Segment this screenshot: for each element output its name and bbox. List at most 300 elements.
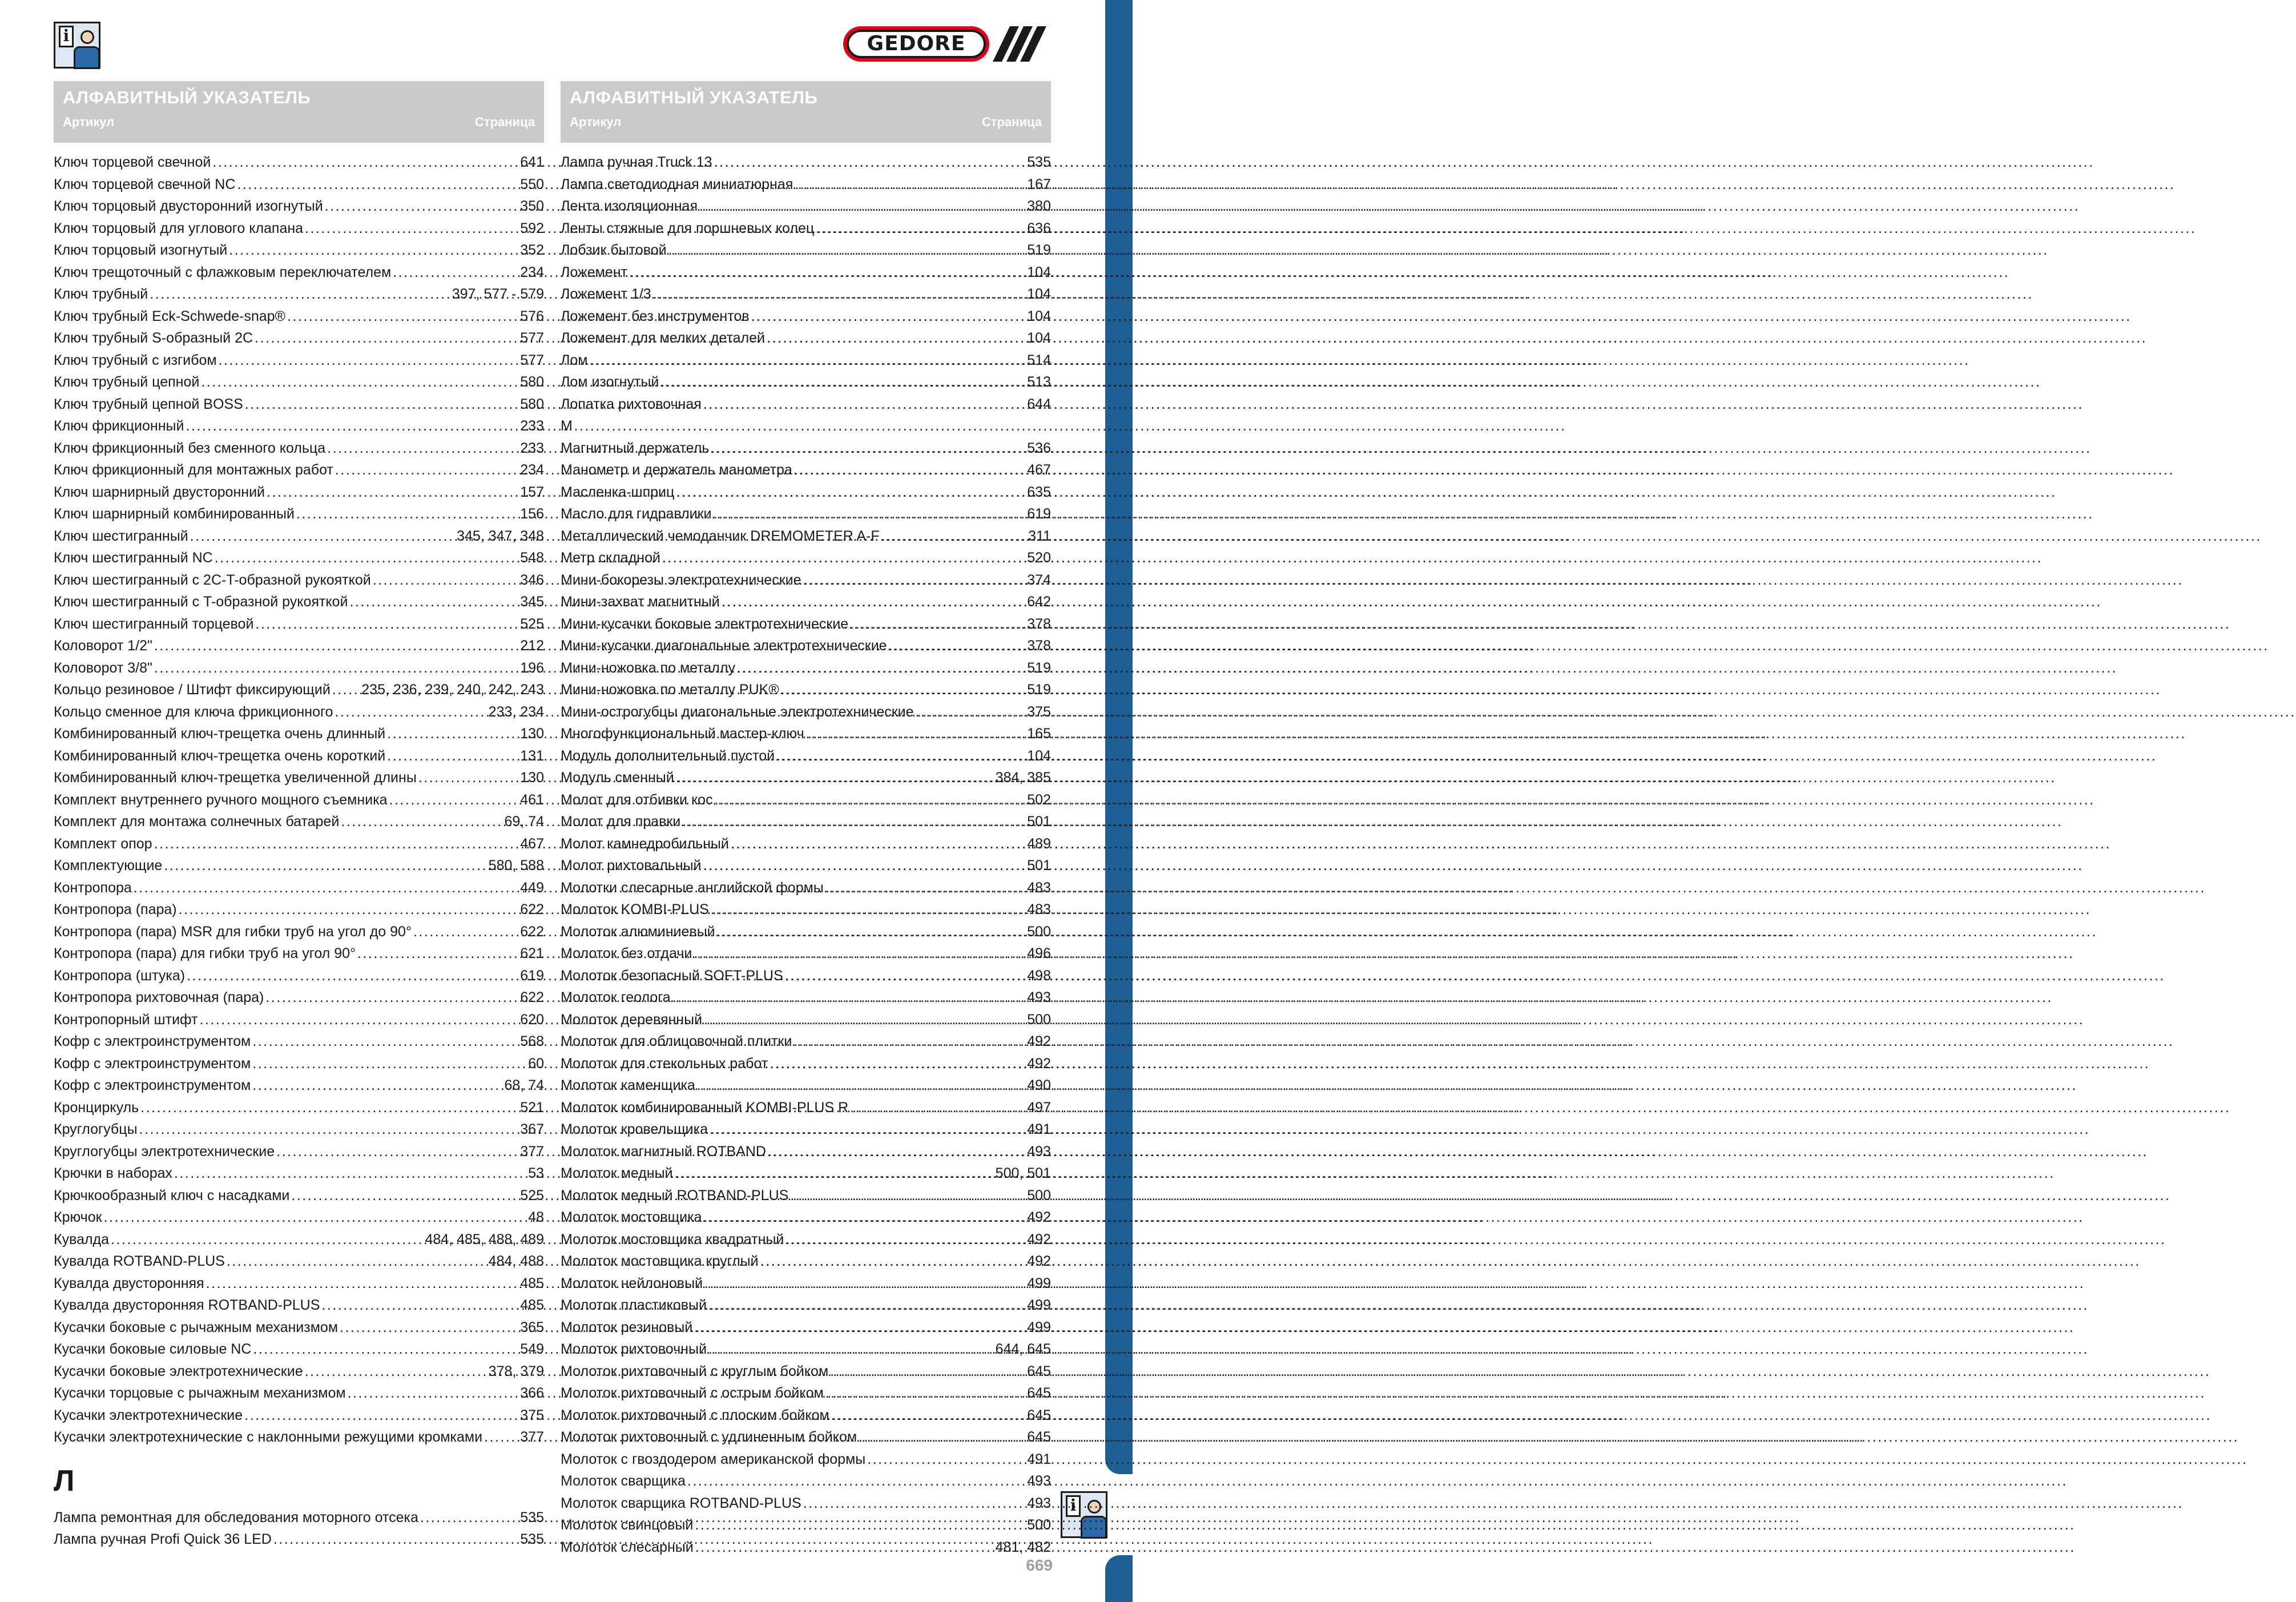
entry-name: Ключ шестигранный NC (54, 550, 213, 566)
index-entry (561, 1031, 1051, 1053)
entry-page: 378 (1027, 638, 1051, 654)
entry-dot-leader (794, 459, 1025, 481)
index-entry (54, 767, 544, 789)
entry-dot-leader (357, 943, 518, 965)
index-entry (561, 1404, 1051, 1427)
entry-name: Молоток мостовщика квадратный (561, 1231, 784, 1247)
entry-dot-leader (387, 745, 518, 767)
entry-name: Молоток нейлоновый (561, 1275, 703, 1291)
index-entry (561, 1273, 1051, 1295)
entry-dot-leader (682, 811, 1025, 833)
entry-page: 493 (1027, 1495, 1051, 1511)
entry-name: Ключ шарнирный двусторонний (54, 484, 265, 500)
entry-name: Кусачки электротехнические с наклонными режущими кромками (54, 1429, 483, 1445)
entry-name: Контропора рихтовочная (пара) (54, 989, 264, 1005)
entry-name: Молоток с гвоздодером американской формы (561, 1451, 866, 1467)
index-entry (561, 481, 1051, 504)
entry-dot-leader (704, 1206, 1026, 1229)
index-title: АЛФАВИТНЫЙ УКАЗАТЕЛЬ (63, 87, 311, 107)
entry-name: Молот для отбивки кос (561, 791, 713, 808)
entry-dot-leader (190, 525, 455, 548)
entry-name: Кофр с электроинструментом (54, 1033, 251, 1049)
index-entry (561, 723, 1051, 745)
index-entry (54, 679, 544, 701)
index-entry (54, 965, 544, 987)
entry-dot-leader (305, 1361, 487, 1383)
entry-page: 499 (1027, 1297, 1051, 1313)
entry-name: Контропора (пара) (54, 901, 177, 917)
entry-name: Кувалда двусторонняя ROTBAND-PLUS (54, 1297, 320, 1313)
index-entry (54, 1053, 544, 1075)
entry-name: Кольцо резиновое / Штифт фиксирующий (54, 682, 331, 698)
index-entry (561, 1514, 1051, 1536)
index-entry (561, 239, 1051, 261)
entry-dot-leader (255, 613, 518, 635)
entry-name: Молоток сварщика (561, 1473, 686, 1489)
entry-page: 577 (520, 330, 544, 346)
entry-name: Молоток алюминиевый (561, 923, 715, 940)
entry-dot-leader (267, 481, 518, 504)
entry-name: Ключ шестигранный с 2C-T-образной рукояткой (54, 571, 371, 588)
index-entry (561, 459, 1051, 481)
brand-stripes-icon (985, 26, 1048, 62)
index-entry (54, 1294, 544, 1317)
index-entry (54, 855, 544, 877)
index-entry (54, 1361, 544, 1383)
entry-page: 375 (520, 1407, 544, 1423)
entry-name: Модуль сменный (561, 770, 674, 786)
entry-page: 493 (1027, 1143, 1051, 1160)
index-entry (561, 1229, 1051, 1251)
entry-page: 577 (520, 352, 544, 368)
entry-page: 212 (520, 638, 544, 654)
entry-dot-leader (420, 1507, 518, 1529)
entry-dot-leader (714, 503, 1026, 525)
index-entry (561, 1206, 1051, 1229)
entry-dot-leader (335, 459, 518, 481)
index-entry (54, 174, 544, 196)
entry-page: 592 (520, 220, 544, 236)
entry-name: Молоток мостовщика (561, 1209, 702, 1225)
entry-name: Ключ торцовый изогнутый (54, 242, 228, 258)
entry-dot-leader (327, 437, 518, 460)
index-entry (54, 459, 544, 481)
entry-page: 104 (1027, 286, 1051, 302)
entry-dot-leader (722, 591, 1026, 613)
entry-dot-leader (179, 899, 519, 921)
index-entry (561, 921, 1051, 943)
index-entry (54, 371, 544, 393)
section-letter-heading: Л (54, 1464, 75, 1498)
entry-page: 622 (520, 901, 544, 917)
index-entry (561, 811, 1051, 833)
entry-list (561, 437, 1051, 1559)
entry-name: Молоток каменщика (561, 1077, 695, 1093)
entry-page: 519 (1027, 659, 1051, 676)
entry-dot-leader (662, 547, 1025, 569)
index-entry (54, 195, 544, 218)
index-entry (54, 1097, 544, 1119)
entry-dot-leader (219, 349, 519, 372)
entry-dot-leader (710, 1118, 1025, 1141)
index-entry (54, 1185, 544, 1207)
brand-name: GEDORE (867, 32, 966, 55)
index-entry (54, 591, 544, 613)
entry-dot-leader (253, 1338, 518, 1361)
entry-dot-leader (111, 1229, 423, 1251)
entry-page: 493 (1027, 989, 1051, 1005)
entry-dot-leader (332, 679, 360, 701)
index-entry (54, 151, 544, 174)
entry-dot-leader (276, 1141, 518, 1163)
entry-name: Молоток слесарный (561, 1539, 694, 1555)
column-page-label: Страница (474, 115, 535, 129)
entry-name: Ключ фрикционный (54, 418, 184, 434)
entry-name: Ключ трубный (54, 286, 148, 302)
index-entry (54, 987, 544, 1009)
entry-page: 514 (1027, 352, 1051, 368)
entry-dot-leader (795, 174, 1025, 196)
entry-dot-leader (418, 767, 518, 789)
entry-name: Кувалда ROTBAND-PLUS (54, 1253, 225, 1269)
entry-page: 130 (520, 770, 544, 786)
entry-page: 644 (1027, 396, 1051, 412)
entry-page: 525 (520, 1187, 544, 1203)
entry-name: Кусачки боковые силовые NC (54, 1341, 252, 1357)
entry-dot-leader (790, 1185, 1025, 1207)
entry-name: Кольцо сменное для ключа фрикционного (54, 703, 333, 720)
entry-name: Лом (561, 352, 588, 368)
entry-name: Мини-кусачки диагональные электротехнические (561, 638, 887, 654)
entry-name: Кувалда двусторонняя (54, 1275, 204, 1291)
entry-dot-leader (695, 1514, 1025, 1536)
entry-page: 501 (1027, 814, 1051, 830)
entry-page: 501 (1027, 858, 1051, 874)
entry-page: 520 (1027, 550, 1051, 566)
index-entry (561, 591, 1051, 613)
entry-name: Крючки в наборах (54, 1165, 173, 1181)
entry-name: Масло для гидравлики (561, 506, 712, 522)
index-entry (54, 503, 544, 525)
index-entry (561, 1448, 1051, 1471)
entry-page: 104 (1027, 308, 1051, 324)
entry-dot-leader (255, 327, 518, 349)
index-entry (561, 1185, 1051, 1207)
entry-name: Молоток рихтовочный с плоским бойком (561, 1407, 829, 1423)
entry-dot-leader (816, 218, 1025, 240)
entry-name: Молоток рихтовочный с острым бойком (561, 1385, 824, 1401)
entry-dot-leader (387, 723, 518, 745)
index-entry (54, 613, 544, 635)
entry-name: Мини-захват магнитный (561, 594, 720, 610)
entry-page: 374 (1027, 571, 1051, 588)
entry-name: Лопатка рихтовочная (561, 396, 702, 412)
entry-page: 500 (1027, 1011, 1051, 1028)
entry-dot-leader (206, 1273, 519, 1295)
index-entry (561, 547, 1051, 569)
entry-dot-leader (104, 1206, 527, 1229)
entry-dot-leader (672, 987, 1026, 1009)
entry-dot-leader (150, 283, 450, 305)
entry-page: 384, 385 (995, 770, 1051, 786)
entry-list (561, 151, 1051, 415)
entry-page: 645 (1027, 1385, 1051, 1401)
index-entry (561, 1317, 1051, 1339)
entry-page: 481, 482 (995, 1539, 1051, 1555)
entry-page: 491 (1027, 1451, 1051, 1467)
entry-name: Мини-кусачки боковые электротехнические (561, 615, 849, 632)
entry-name: Контропора (пара) для гибки труб на угол 90° (54, 945, 356, 961)
entry-page: 502 (1027, 791, 1051, 808)
index-entry (561, 877, 1051, 899)
entry-page: 492 (1027, 1209, 1051, 1225)
index-entry (54, 261, 544, 284)
entry-dot-leader (653, 283, 1026, 305)
entry-page: 513 (1027, 374, 1051, 390)
entry-dot-leader (708, 1338, 994, 1361)
index-entry (54, 1317, 544, 1339)
info-icon (54, 22, 100, 69)
entry-dot-leader (244, 1404, 518, 1427)
index-entry (54, 833, 544, 855)
info-icon-bottom: i (1061, 1491, 1107, 1538)
index-entry (54, 569, 544, 591)
entry-name: Ключ шестигранный (54, 528, 188, 544)
index-entry (54, 1162, 544, 1185)
entry-name: Ключ шестигранный с T-образной рукояткой (54, 594, 348, 610)
entry-page: 68, 74 (504, 1077, 544, 1093)
entry-dot-leader (252, 1053, 526, 1075)
entry-page: 165 (1027, 726, 1051, 742)
entry-dot-leader (714, 151, 1026, 174)
entry-name: Молоток магнитный ROTBAND (561, 1143, 766, 1160)
entry-page: 104 (1027, 264, 1051, 280)
index-entry (561, 218, 1051, 240)
entry-dot-leader (676, 767, 994, 789)
entry-name: Молоток KOMBI-PLUS (561, 901, 709, 917)
entry-page: 620 (520, 1011, 544, 1028)
index-entry (561, 569, 1051, 591)
entry-dot-leader (252, 1031, 518, 1053)
index-entry (561, 987, 1051, 1009)
entry-page: 519 (1027, 242, 1051, 258)
entry-name: Мини-ножовка по металлу PUK® (561, 682, 779, 698)
entry-page: 499 (1027, 1319, 1051, 1335)
entry-name: Молот для правки (561, 814, 681, 830)
entry-page: 525 (520, 615, 544, 632)
entry-dot-leader (164, 855, 486, 877)
entry-page: 378, 379 (488, 1363, 544, 1379)
entry-name: Мини-острогубцы диагональные электротехнические (561, 703, 914, 720)
entry-name: Молоток геолога (561, 989, 671, 1005)
index-entry (561, 195, 1051, 218)
page-number: 669 (1026, 1556, 1053, 1574)
entry-page: 130 (520, 726, 544, 742)
entry-page: 622 (520, 989, 544, 1005)
index-entry (54, 393, 544, 416)
entry-dot-leader (484, 1426, 518, 1448)
entry-page: 467 (520, 835, 544, 852)
entry-name: Комплект внутреннего ручного мощного съемника (54, 791, 388, 808)
entry-page: 377 (520, 1429, 544, 1445)
entry-page: 484, 485, 488, 489 (425, 1231, 544, 1247)
index-entry (54, 415, 544, 437)
entry-dot-leader (770, 1053, 1025, 1075)
column-article-label: Артикул (570, 115, 622, 129)
entry-page: 619 (1027, 506, 1051, 522)
entry-name: Молоток комбинированный KOMBI-PLUS R (561, 1099, 849, 1116)
index-entry (561, 1162, 1051, 1185)
entry-page: 492 (1027, 1033, 1051, 1049)
entry-dot-leader (265, 987, 518, 1009)
index-entry (561, 679, 1051, 701)
entry-name: Молоток кровельщика (561, 1121, 708, 1137)
entry-dot-leader (335, 701, 486, 723)
entry-dot-leader (850, 1097, 1025, 1119)
index-entry (54, 657, 544, 679)
entry-dot-leader (660, 371, 1025, 393)
entry-dot-leader (291, 1185, 518, 1207)
index-entry (561, 151, 1051, 174)
index-entry (54, 1338, 544, 1361)
entry-dot-leader (711, 899, 1025, 921)
entry-name: Молоток рихтовочный с круглым бойком (561, 1363, 829, 1379)
index-entry (561, 1097, 1051, 1119)
index-entry (54, 305, 544, 328)
entry-name: Комбинированный ключ-трещетка очень короткий (54, 747, 386, 764)
entry-dot-leader (760, 1250, 1026, 1273)
entry-name: Кусачки боковые электротехнические (54, 1363, 303, 1379)
entry-dot-leader (697, 1074, 1025, 1097)
entry-name: Коловорот 3/8" (54, 659, 152, 676)
entry-name: Комбинированный ключ-трещетка увеличенной длины (54, 770, 417, 786)
entry-page: 622 (520, 923, 544, 940)
index-entry (561, 1338, 1051, 1361)
entry-dot-leader (751, 305, 1026, 328)
index-entry (561, 965, 1051, 987)
entry-page: 485 (520, 1297, 544, 1313)
entry-list (54, 1507, 544, 1551)
entry-dot-leader (348, 1382, 519, 1404)
entry-page: 580 (520, 374, 544, 390)
index-entry (54, 701, 544, 723)
entry-dot-leader (704, 1009, 1025, 1031)
index-entry (561, 943, 1051, 965)
entry-page: 619 (520, 967, 544, 984)
entry-name: Металлический чемоданчик DREMOMETER A-F (561, 528, 880, 544)
entry-dot-leader (703, 855, 1026, 877)
entry-page: 483 (1027, 901, 1051, 917)
section-letter: М (561, 418, 573, 434)
entry-page: 48 (528, 1209, 544, 1225)
entry-name: Комбинированный ключ-трещетка очень длинный (54, 726, 386, 742)
entry-dot-leader (731, 833, 1025, 855)
index-entry (561, 1009, 1051, 1031)
entry-page: 644, 645 (995, 1341, 1051, 1357)
entry-dot-leader (187, 965, 518, 987)
entry-dot-leader (776, 745, 1025, 767)
entry-page: 490 (1027, 1077, 1051, 1093)
entry-name: Многофункциональный мастер-ключ (561, 726, 804, 742)
entry-page: 492 (1027, 1253, 1051, 1269)
entry-page: 352 (520, 242, 544, 258)
entry-dot-leader (237, 174, 518, 196)
entry-page: 536 (1027, 440, 1051, 456)
entry-name: Круглогубцы электротехнические (54, 1143, 275, 1160)
entry-name: Молоток деревянный (561, 1011, 703, 1028)
entry-page: 131 (520, 747, 544, 764)
index-entry (54, 239, 544, 261)
entry-name: Крючкообразный ключ с насадками (54, 1187, 290, 1203)
entry-page: 549 (520, 1341, 544, 1357)
column-page-label: Страница (981, 115, 1042, 129)
index-entry (561, 1118, 1051, 1141)
index-entry (561, 657, 1051, 679)
entry-dot-leader (695, 1536, 994, 1559)
index-column-right (561, 81, 1051, 1558)
index-entry (561, 635, 1051, 657)
entry-page: 378 (1027, 615, 1051, 632)
entry-dot-leader (154, 657, 518, 679)
entry-name: Мини-ножовка по металлу (561, 659, 735, 676)
index-entry (54, 437, 544, 460)
entry-dot-leader (349, 591, 518, 613)
entry-dot-leader (825, 877, 1026, 899)
entry-page: 234 (520, 264, 544, 280)
entry-page: 104 (1027, 330, 1051, 346)
index-entry (54, 1229, 544, 1251)
entry-page: 500, 501 (995, 1165, 1051, 1181)
gedore-logo (843, 26, 1050, 62)
entry-name: Контропора (пара) MSR для гибки труб на угол до 90° (54, 923, 412, 940)
entry-dot-leader (273, 1528, 518, 1551)
entry-dot-leader (867, 1448, 1025, 1471)
entry-dot-leader (859, 1426, 1025, 1448)
entry-name: Магнитный держатель (561, 440, 710, 456)
entry-page: 377 (520, 1143, 544, 1160)
index-entry (561, 503, 1051, 525)
entry-dot-leader (296, 503, 518, 525)
index-entry (561, 1141, 1051, 1163)
index-entry (561, 283, 1051, 305)
index-entry (54, 635, 544, 657)
entry-name: Ключ торцовый двусторонний изогнутый (54, 198, 323, 214)
index-entry (54, 1118, 544, 1141)
index-entry (54, 1273, 544, 1295)
entry-page: 496 (1027, 945, 1051, 961)
entry-page: 548 (520, 550, 544, 566)
entry-name: Ключ торцевой свечной (54, 154, 211, 170)
entry-dot-leader (786, 1229, 1025, 1251)
entry-dot-leader (830, 1361, 1025, 1383)
entry-name: Контропорный штифт (54, 1011, 198, 1028)
index-entry (54, 1404, 544, 1427)
entry-name: Контропора (штука) (54, 967, 186, 984)
entry-dot-leader (703, 393, 1026, 416)
entry-dot-leader (694, 943, 1025, 965)
entry-name: Кусачки торцовые с рычажным механизмом (54, 1385, 346, 1401)
entry-name: Молоток рихтовочный с удлиненным бойком (561, 1429, 857, 1445)
entry-name: Контропора (54, 879, 132, 896)
entry-page: 365 (520, 1319, 544, 1335)
entry-page: 636 (1027, 220, 1051, 236)
index-entry (561, 327, 1051, 349)
entry-page: 645 (1027, 1363, 1051, 1379)
index-entry (54, 943, 544, 965)
entry-name: Комплектующие (54, 858, 163, 874)
entry-page: 104 (1027, 747, 1051, 764)
entry-page: 350 (520, 198, 544, 214)
